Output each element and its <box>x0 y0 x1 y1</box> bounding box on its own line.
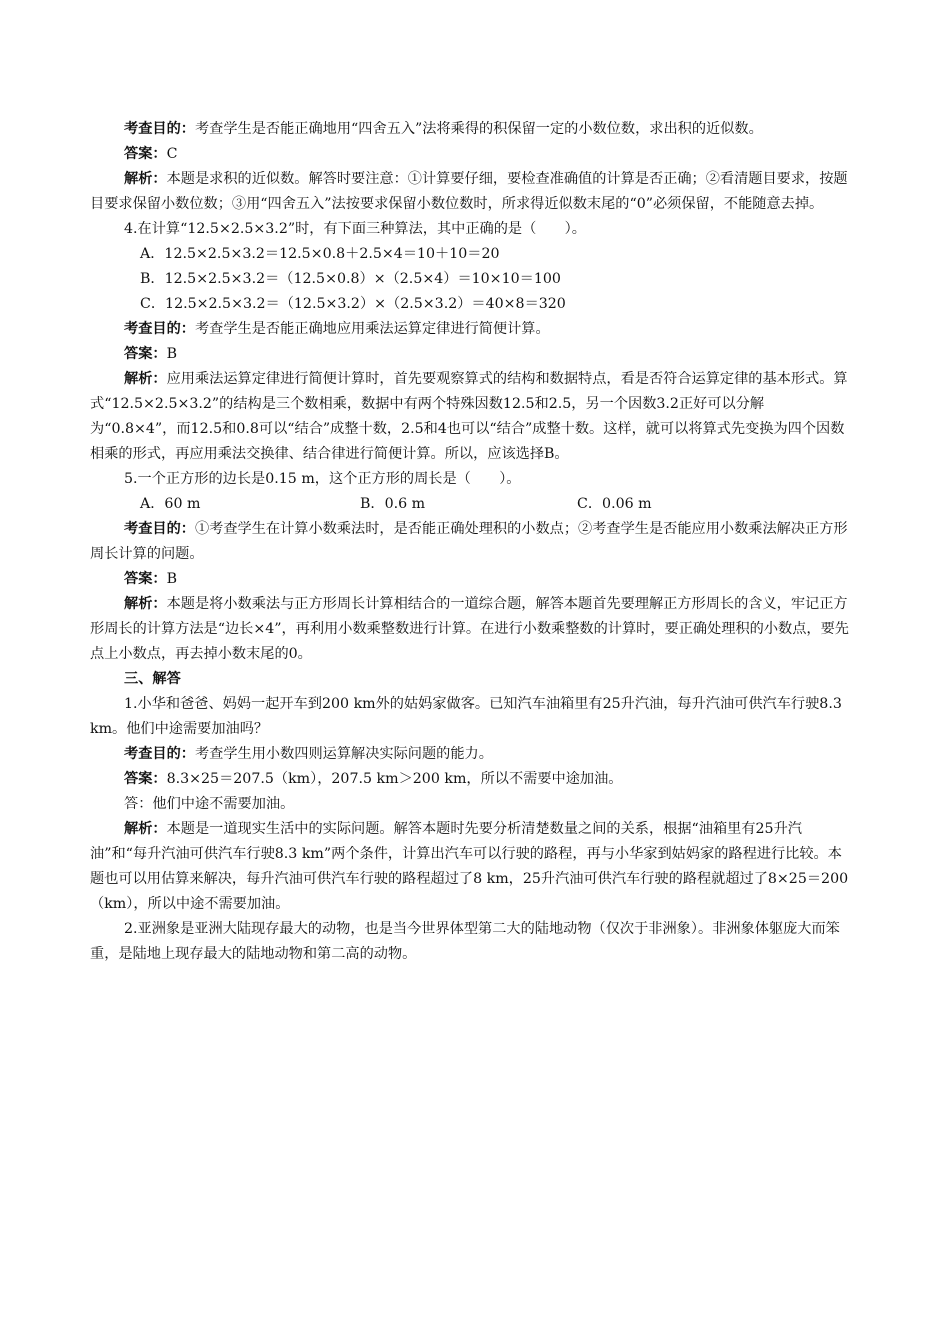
q5-analysis-text: 本题是将小数乘法与正方形周长计算相结合的一道综合题，解答本题首先要理解正方形周长的含义，牢记正方形周长的计算方法是“边长×4”，再利用小数乘整数进行计算。在进行小数乘整数的计算时，要正确处理积的小数点，要先点上小数点，再去掉小数末尾的0。 <box>90 596 849 662</box>
section-heading-text: 三、解答 <box>124 671 181 687</box>
p2-stem: 2.亚洲象是亚洲大陆现存最大的动物，也是当今世界体型第二大的陆地动物（仅次于非洲象）。非洲象体躯庞大而笨重，是陆地上现存最大的陆地动物和第二高的动物。 <box>90 921 840 962</box>
purpose-label: 考查目的： <box>124 321 195 337</box>
q5-option-a: A．60 m <box>140 496 201 512</box>
q4-purpose <box>90 317 850 342</box>
q4-answer-text: B <box>166 346 178 362</box>
analysis-label: 解析： <box>124 596 167 612</box>
p1-stem: 1.小华和爸爸、妈妈一起开车到200 km外的姑妈家做客。已知汽车油箱里有25升汽油，每升汽油可供汽车行驶8.3 km。他们中途需要加油吗？ <box>90 696 842 737</box>
q3-analysis <box>90 167 850 217</box>
q4-stem: 4.在计算“12.5×2.5×3.2”时，有下面三种算法，其中正确的是（ ）。 <box>124 221 586 237</box>
p1-purpose <box>90 742 850 767</box>
p1-reply: 答：他们中途不需要加油。 <box>124 796 295 812</box>
q5-option-b: B．0.6 m <box>360 496 426 512</box>
q4-analysis <box>90 367 850 467</box>
document-page <box>90 117 850 967</box>
q5-purpose <box>90 517 850 567</box>
q5-option-c: C．0.06 m <box>577 496 652 512</box>
p1-analysis-text: 本题是一道现实生活中的实际问题。解答本题时先要分析清楚数量之间的关系，根据“油箱里有25升汽油”和“每升汽油可供汽车行驶8.3 km”两个条件，计算出汽车可以行驶的路程，再与小华家到姑妈家的路程进行比较。本题也可以用估算来解决，每升汽油可供汽车行驶的路程超过了8 km，25升汽油可供汽车行驶的路程就超过了8×25＝200（km），所以中途不需要加油。 <box>90 821 849 912</box>
q4-option-a: A．12.5×2.5×3.2＝12.5×0.8＋2.5×4＝10＋10＝20 <box>140 246 500 262</box>
q4-purpose-text: 考查学生是否能正确地应用乘法运算定律进行简便计算。 <box>194 321 550 337</box>
q5-stem: 5.一个正方形的边长是0.15 m，这个正方形的周长是（ ）。 <box>124 471 521 487</box>
purpose-label: 考查目的： <box>124 121 195 137</box>
p1-purpose-text: 考查学生用小数四则运算解决实际问题的能力。 <box>194 746 493 762</box>
p1-answer-text: 8.3×25＝207.5（km），207.5 km＞200 km，所以不需要中途加油。 <box>166 771 623 787</box>
q5-purpose-text: ①考查学生在计算小数乘法时，是否能正确处理积的小数点；②考查学生是否能应用小数乘法解决正方形周长计算的问题。 <box>90 521 848 562</box>
answer-label: 答案： <box>124 571 167 587</box>
answer-label: 答案： <box>124 771 167 787</box>
q3-answer-text: C <box>166 146 178 162</box>
q4-answer <box>90 342 850 367</box>
analysis-label: 解析： <box>124 371 167 387</box>
q5-options <box>90 492 850 517</box>
purpose-label: 考查目的： <box>124 746 195 762</box>
answer-label: 答案： <box>124 146 167 162</box>
q5-analysis <box>90 592 850 667</box>
q4-analysis-text: 应用乘法运算定律进行简便计算时，首先要观察算式的结构和数据特点，看是否符合运算定律的基本形式。算式“12.5×2.5×3.2”的结构是三个数相乘，数据中有两个特殊因数12.5和2.5，另一个因数3.2正好可以分解为“0.8×4”，而12.5和0.8可以“结合”成整十数，2.5和4也可以“结合”成整十数。这样，就可以将算式先变换为四个因数相乘的形式，再应用乘法交换律、结合律进行简便计算。所以，应该选择B。 <box>90 371 848 462</box>
answer-label: 答案： <box>124 346 167 362</box>
analysis-label: 解析： <box>124 821 167 837</box>
q4-option-c: C．12.5×2.5×3.2＝（12.5×3.2）×（2.5×3.2）＝40×8＝320 <box>140 296 566 312</box>
q5-answer <box>90 567 850 592</box>
section-heading <box>90 667 850 692</box>
q3-analysis-text: 本题是求积的近似数。解答时要注意：①计算要仔细，要检查准确值的计算是否正确；②看清题目要求，按题目要求保留小数位数；③用“四舍五入”法按要求保留小数位数时，所求得近似数末尾的“0”必须保留，不能随意去掉。 <box>90 171 848 212</box>
q3-purpose-text: 考查学生是否能正确地用“四舍五入”法将乘得的积保留一定的小数位数，求出积的近似数。 <box>194 121 763 137</box>
q3-purpose <box>90 117 850 142</box>
purpose-label: 考查目的： <box>124 521 195 537</box>
p1-analysis <box>90 817 850 917</box>
q5-answer-text: B <box>166 571 178 587</box>
q4-option-b: B．12.5×2.5×3.2＝（12.5×0.8）×（2.5×4）＝10×10＝100 <box>140 271 561 287</box>
q3-answer <box>90 142 850 167</box>
p1-answer <box>90 767 850 792</box>
analysis-label: 解析： <box>124 171 167 187</box>
